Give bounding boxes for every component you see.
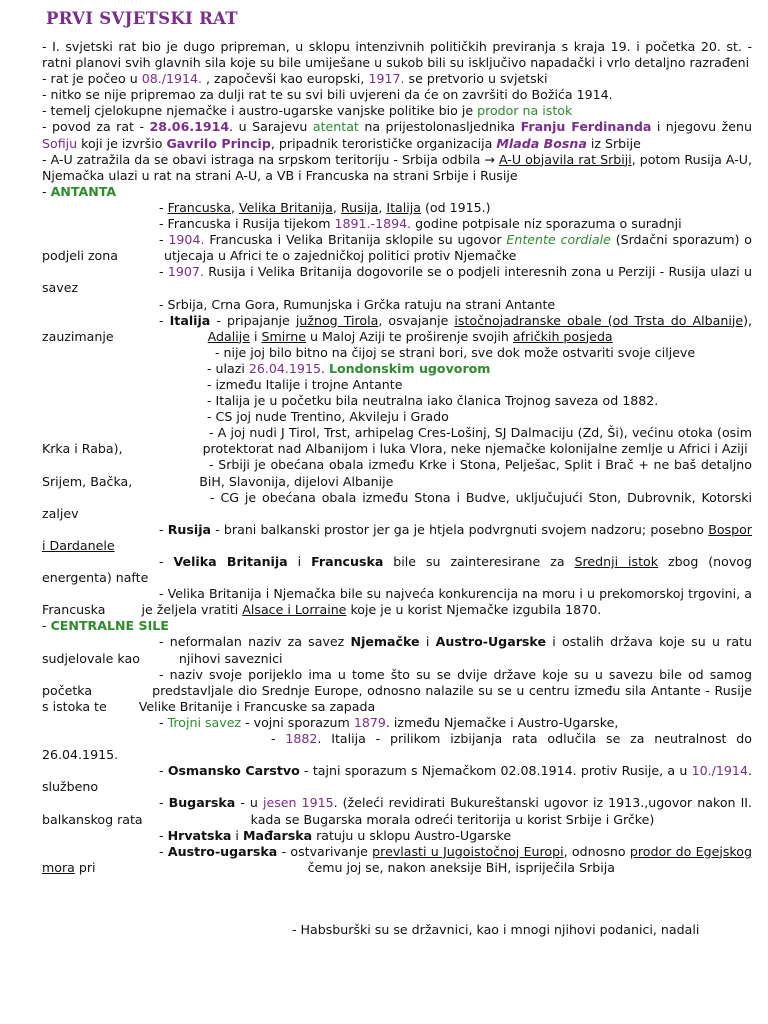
text: pri [74, 859, 96, 875]
date: 28.06.1914 [149, 119, 230, 135]
text: (Srdačni sporazum) o podjeli zona [42, 232, 753, 264]
text: bile su zainteresirane za [383, 554, 575, 569]
underlined: Bospor i Dardanele [42, 521, 752, 553]
underlined: Srednji istok [574, 554, 659, 569]
bold: Bugarska [168, 795, 236, 811]
text: godine potpisale niz sporazuma o suradnji [411, 216, 682, 232]
bold: Austro-Ugarske [435, 634, 546, 650]
text: koji je izvršio [77, 135, 167, 151]
cs-italy-1882 [42, 731, 752, 763]
date: 1917. [368, 71, 405, 87]
text: ), zauzimanje [42, 312, 752, 344]
paragraph-foreign-policy [42, 103, 752, 119]
name: Mlada Bosna [496, 135, 587, 151]
text: . između Njemačke i Austro-Ugarske, [385, 714, 619, 730]
text: , potom Rusija A-U, Njemačka ulazi u rat na strani A-U, a VB i Francuska na strani Srbije i Rusije [42, 151, 752, 183]
text: - CS joj nude Trentino, Akvileju i Grado [207, 409, 449, 425]
text: , započevši kao europski, [206, 71, 369, 87]
text: - između Italije i trojne Antante [207, 376, 403, 392]
cs-bulgaria [42, 795, 752, 827]
document-title: PRVI SVJETSKI RAT [46, 9, 238, 28]
antanta-entente [42, 232, 752, 264]
text: - [159, 714, 168, 730]
text: - [159, 843, 168, 859]
text: i ostalih država koje su u ratu sudjelovale kao [42, 634, 753, 666]
date: jesen 1915 [262, 795, 334, 811]
text: - [42, 618, 51, 634]
underlined: prodor do Egejskog mora [42, 843, 752, 875]
text: - rat je počeo u [42, 71, 142, 87]
date: 1891.-1894. [334, 216, 412, 232]
antanta-agreements [159, 216, 752, 232]
text: . (želeći revidirati Bukureštanski ugovor iz 1913.,ugovor nakon II. balkanskog rata [42, 795, 752, 827]
text: i njegovu ženu [651, 119, 752, 135]
underlined: A-U objavila rat Srbiji [498, 151, 632, 167]
antanta-russia [42, 522, 752, 554]
text: , [332, 199, 341, 215]
text: - Velika Britanija i Njemačka bile su najveća konkurencija na moru i u prekomorskoj trgovini, a Francuska [42, 586, 752, 618]
bold: Osmansko Carstvo [167, 763, 300, 779]
text: - [42, 183, 51, 199]
antanta-allies [159, 297, 752, 313]
text: . u Sarajevu [229, 119, 313, 135]
name: Gavrilo Princip [166, 135, 271, 151]
bold: Njemačke [350, 634, 420, 650]
underlined: afričkih posjeda [512, 328, 613, 344]
text: - [271, 731, 286, 747]
paragraph-war-start [42, 71, 752, 87]
paragraph-expectation [42, 87, 752, 103]
text: - nije joj bilo bitno na čijoj se strani bori, sve dok može ostvariti svoje ciljeve [215, 344, 696, 360]
text: predstavljale dio Srednje Europe, odnosno nalazile su se u centru između sila Antante - Rusije s istoka te [42, 682, 752, 714]
text: - CG je obećana obala između Stona i Budve, uključujući Ston, Dubrovnik, Kotorski zaljev [42, 489, 752, 521]
text: . Italija - prilikom izbijanja rata odlučila se za neutralnost do 26.04.1915. [42, 731, 752, 763]
cs-habsburg [292, 922, 752, 938]
bold: Francuska [311, 554, 384, 569]
text: - Italija je u početku bila neutralna iako članica Trojnog saveza od 1882. [207, 393, 659, 409]
highlight: Londonskim ugovorom [328, 360, 491, 376]
text: i [231, 827, 243, 843]
underlined: Italija [386, 199, 421, 215]
text: ratuju u sklopu Austro-Ugarske [312, 827, 512, 843]
antanta-serbia-promise [42, 457, 752, 489]
heading-centralne-sile [42, 618, 752, 634]
text: - [159, 763, 168, 779]
bold: Austro-ugarska [167, 843, 278, 859]
cs-informal-name [42, 634, 752, 666]
text: - u [235, 795, 263, 811]
paragraph-intro [42, 39, 752, 71]
antanta-members [159, 200, 752, 216]
bold: Italija [169, 312, 211, 328]
underlined: istočnojadranske obale (od Trsta do Albanije [454, 312, 744, 328]
antanta-italy-a-offer [42, 425, 752, 457]
text: - pripajanje [210, 312, 296, 328]
cs-triple-alliance [159, 715, 752, 731]
text: kada se Bugarska morala odreći teritorija u korist Srbije i Grčke) [250, 811, 655, 827]
text: - [159, 554, 174, 569]
text: - ostvarivanje [277, 843, 373, 859]
text: - vojni sporazum [241, 714, 354, 730]
text: , odnosno [563, 843, 630, 859]
bold: Velika Britanija [173, 554, 288, 569]
text: (od 1915.) [420, 199, 491, 215]
underlined: Adalije [207, 328, 250, 344]
text: - temelj cjelokupne njemačke i austro-ugarske vanjske politike bio je [42, 103, 478, 119]
text: i [419, 634, 436, 650]
antanta-italy-neutral [207, 393, 752, 409]
text: - [159, 312, 170, 328]
text: njihovi saveznici [178, 650, 283, 666]
bold: Mađarska [242, 827, 313, 843]
antanta-vb-france [42, 554, 752, 586]
text: Rusija i Velika Britanija dogovorile se o podjeli interesnih zona u Perziji - Rusija ulazi u savez [42, 264, 752, 296]
cs-austro-hungary [42, 844, 752, 876]
antanta-italy-goals [42, 313, 752, 345]
text: je željela vratiti [141, 602, 243, 618]
name: Franju Ferdinanda [520, 119, 652, 135]
antanta-cg-promise [42, 490, 752, 522]
date: 26.04.1915 [248, 360, 321, 376]
underlined: južnog Tirola [295, 312, 379, 328]
text: - Srbiji je obećana obala između Krke i Stona, Pelješac, Split i Brač + ne baš detaljno Srijem, Bačka, [42, 457, 752, 489]
text: - nitko se nije pripremao za dulji rat te su svi bili uvjereni da će on završiti do Božića 1914. [42, 87, 613, 103]
text: - brani balkanski prostor jer ga je htjela podvrgnuti svojem nadzoru; posebno [211, 521, 709, 537]
antanta-italy-enter [207, 361, 752, 377]
date: 1904. [168, 232, 205, 248]
text: se pretvorio u svjetski [404, 71, 548, 87]
text: - Srbija, Crna Gora, Rumunjska i Grčka ratuju na strani Antante [159, 296, 556, 312]
text: - [159, 199, 168, 215]
text: koje je u korist Njemačke izgubila 1870. [346, 602, 602, 618]
text: BiH, Slavonija, dijelovi Albanije [199, 473, 394, 489]
text: u Maloj Aziji te proširenje svojih [305, 328, 513, 344]
antanta-1907 [42, 264, 752, 296]
text: , pripadnik terorističke organizacija [270, 135, 497, 151]
bold: Hrvatska [167, 827, 232, 843]
text: - A joj nudi J Tirol, Trst, arhipelag Cres-Lošinj, SJ Dalmaciju (Zd, Ši), većinu otoka (osim Krka i Raba), [42, 425, 752, 457]
underlined: Velika Britanija [239, 199, 333, 215]
date: 1882 [285, 731, 318, 747]
text: i [250, 328, 262, 344]
text: Velike Britanije i Francuske sa zapada [138, 698, 376, 714]
highlight: Entente cordiale [506, 232, 611, 248]
cs-name-origin [42, 667, 752, 715]
text: . [320, 360, 329, 376]
text: . službeno [42, 763, 752, 795]
text: - [159, 232, 169, 248]
underlined: prevlasti u Jugoistočnoj Europi [372, 843, 564, 859]
antanta-italy-side [215, 345, 752, 361]
text: - [159, 795, 169, 811]
paragraph-cause [42, 119, 752, 151]
text: - ulazi [207, 360, 249, 376]
text: i [287, 554, 312, 569]
text: - Francuska i Rusija tijekom [159, 216, 335, 232]
text: - [159, 264, 168, 280]
underlined: Francuska [167, 199, 232, 215]
bold: Rusija [167, 521, 212, 537]
underlined: Rusija [340, 199, 379, 215]
text: Francuska i Velika Britanija sklopile su ugovor [204, 232, 507, 248]
text: , osvajanje [378, 312, 455, 328]
text: zbog (novog energenta) nafte [42, 554, 752, 586]
antanta-italy-cs-offer [207, 409, 752, 425]
text: - tajni sporazum s Njemačkom 02.08.1914. protiv Rusije, a u [299, 763, 692, 779]
text: - Habsburški su se državnici, kao i mnogi njihovi podanici, nadali [292, 921, 700, 937]
antanta-rivalry [42, 586, 752, 618]
antanta-italy-between [207, 377, 752, 393]
underlined: Alsace i Lorraine [242, 602, 347, 618]
text: - naziv svoje porijeklo ima u tome što su se dvije države koje su u savezu bile od samog početka [42, 666, 752, 698]
text: - A-U zatražila da se obavi istraga na srpskom teritoriju - Srbija odbila → [42, 151, 499, 167]
text: - [159, 827, 168, 843]
text: , [231, 199, 240, 215]
cs-croatia-hungary [159, 828, 752, 844]
section-heading: ANTANTA [50, 183, 117, 199]
text: utjecaja u Africi te o zajedničkoj politici protiv Njemačke [163, 248, 517, 264]
text: - povod za rat - [42, 119, 150, 135]
date: 1879 [353, 714, 386, 730]
highlight: atentat [312, 119, 359, 135]
date: 08./1914. [141, 71, 207, 87]
text: protektorat nad Albanijom i luka Vlora, neke njemačke kolonijalne zemlje u Africi i Aziji [202, 441, 748, 457]
text: - [159, 521, 168, 537]
highlight: Trojni savez [167, 714, 242, 730]
text: čemu joj se, nakon aneksije BiH, ispriječila Srbija [307, 859, 615, 875]
highlight: prodor na istok [477, 103, 573, 119]
text: iz Srbije [586, 135, 641, 151]
cs-ottoman [42, 763, 752, 795]
text: na prijestolonasljednika [358, 119, 521, 135]
text: - I. svjetski rat bio je dugo pripreman, u sklopu intenzivnih političkih previranja s kraja 19. i početka 20. st. - ratni planovi svih glavnih sila koje su bile umiješane u sukob bili su isključivo napadački i vrlo detaljno razrađeni [42, 39, 752, 71]
name: Sofiju [42, 135, 78, 151]
date: 1907. [167, 264, 204, 280]
text: - neformalan naziv za savez [159, 634, 351, 650]
date: 10./1914 [691, 763, 748, 779]
paragraph-declaration [42, 152, 752, 184]
heading-antanta [42, 184, 752, 200]
underlined: Smirne [261, 328, 306, 344]
text: , [378, 199, 387, 215]
section-heading: CENTRALNE SILE [50, 618, 169, 634]
